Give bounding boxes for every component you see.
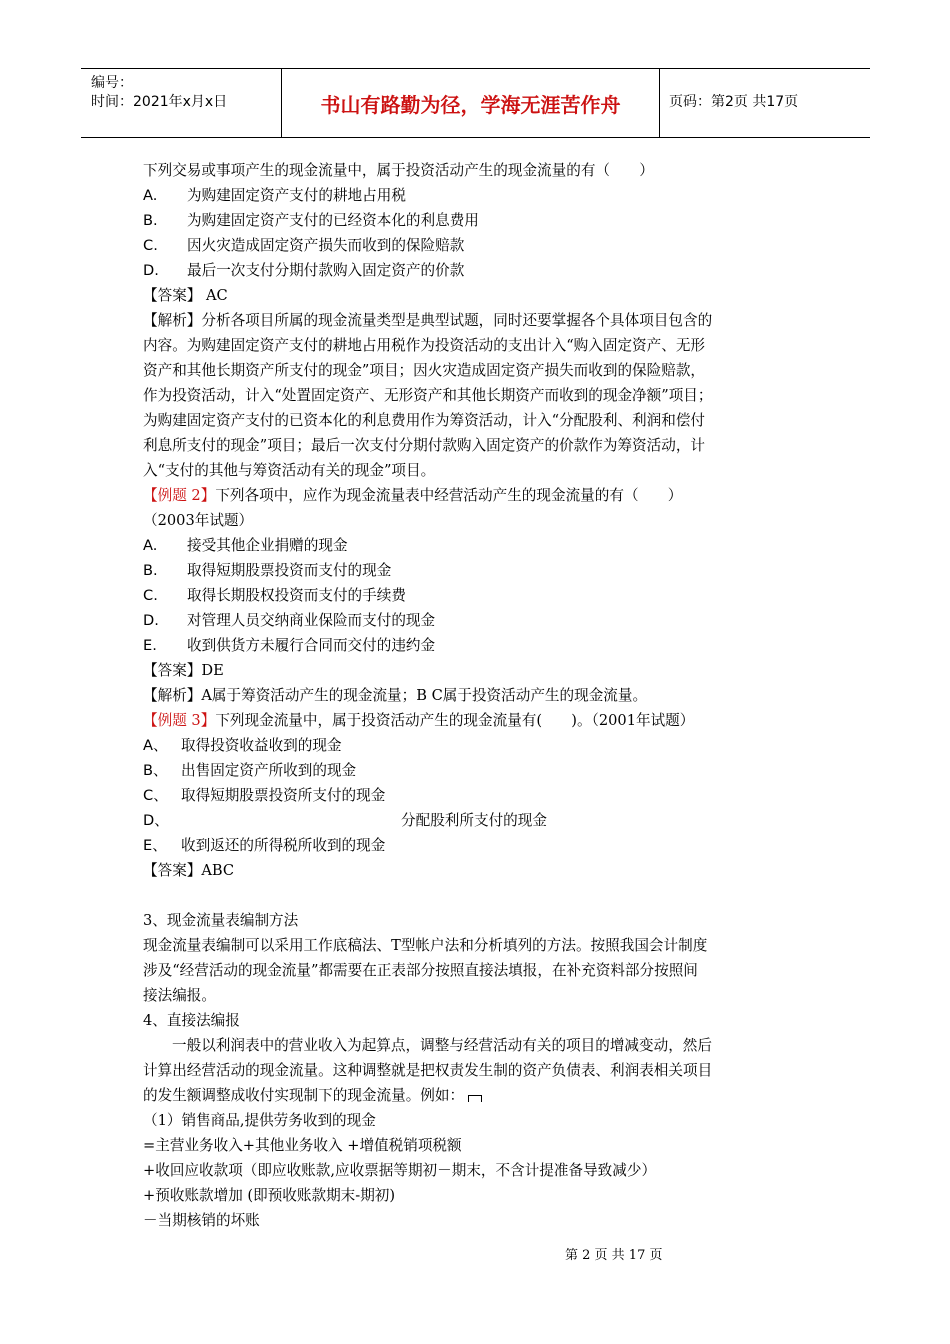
option-text: 出售固定资产所收到的现金 [181,762,357,779]
option-letter: B、 [143,762,168,779]
option-text: 取得短期股票投资所支付的现金 [181,787,386,804]
section3-body-line: 接法编报。 [143,987,216,1004]
document-body [143,158,813,1233]
q1-analysis-line: 内容。为购建固定资产支付的耕地占用税作为投资活动的支出计入“购入固定资产、无形 [143,337,706,354]
option-letter: C. [143,237,158,254]
q3-option-c [143,783,813,808]
q2-question [143,483,813,508]
q1-analysis-line: 为购建固定资产支付的已资本化的利息费用作为筹资活动，计入“分配股利、利润和偿付 [143,412,706,429]
q1-question: 下列交易或事项产生的现金流量中，属于投资活动产生的现金流量的有（ ） [143,162,654,179]
option-letter: D. [143,262,159,279]
section4-title: 4、直接法编报 [143,1012,240,1029]
section3-body-line: 现金流量表编制可以采用工作底稿法、T型帐户法和分析填列的方法。按照我国会计制度 [143,937,708,954]
section4-item: +预收账款增加 (即预收账款期末-期初) [143,1187,396,1204]
section4-body-text: 的发生额调整成收付实现制下的现金流量。例如： [143,1087,465,1104]
q1-analysis-line: 【解析】分析各项目所属的现金流量类型是典型试题，同时还要掌握各个具体项目包含的 [143,312,713,329]
q3-option-d [143,808,813,833]
q3-question [143,708,813,733]
option-letter: A. [143,187,158,204]
option-text: 因火灾造成固定资产损失而收到的保险赔款 [187,237,465,254]
option-text: 为购建固定资产支付的耕地占用税 [187,187,406,204]
q1-analysis-line: 入“支付的其他与筹资活动有关的现金”项目。 [143,462,436,479]
q3-option-e [143,833,813,858]
section4-item: +收回应收款项（即应收账款,应收票据等期初－期末，不含计提准备导致减少） [143,1162,657,1179]
option-letter: D. [143,612,159,629]
option-letter: C. [143,587,158,604]
section4-item: （1）销售商品,提供劳务收到的现金 [143,1112,376,1129]
option-letter: E、 [143,837,167,854]
section3-title: 3、现金流量表编制方法 [143,912,299,929]
spacer [143,883,813,908]
section4-body-line: 一般以利润表中的营业收入为起算点，调整与经营活动有关的项目的增减变动，然后 [172,1037,712,1054]
q1-option-c [143,233,813,258]
q1-analysis-line: 作为投资活动，计入“处置固定资产、无形资产和其他长期资产而收到的现金净额”项目； [143,387,713,404]
q2-year: （2003年试题） [143,512,254,529]
option-text: 接受其他企业捐赠的现金 [187,537,348,554]
header-number: 编号： [91,75,133,91]
q1-option-b [143,208,813,233]
q2-option-c [143,583,813,608]
q2-analysis: 【解析】A属于筹资活动产生的现金流量；B C属于投资活动产生的现金流量。 [143,687,648,704]
header-time: 时间：2021年x月x日 [91,94,228,110]
option-text: 收到返还的所得税所收到的现金 [181,837,386,854]
text-cursor-icon [468,1095,482,1102]
header-motto: 书山有路勤为径，学海无涯苦作舟 [282,69,660,137]
page-footer: 第 2 页 共 17 页 [565,1248,663,1263]
header-meta-cell [81,69,282,137]
q1-analysis-line: 利息所支付的现金”项目；最后一次支付分期付款购入固定资产的价款作为筹资活动，计 [143,437,706,454]
q3-question-text: 下列现金流量中，属于投资活动产生的现金流量有( )。（2001年试题） [215,712,695,729]
q2-tag: 【例题 2】 [143,487,216,504]
option-letter: A. [143,537,158,554]
q2-option-b [143,558,813,583]
q3-option-a [143,733,813,758]
q1-answer: 【答案】 AC [143,287,228,304]
option-text: 最后一次支付分期付款购入固定资产的价款 [187,262,465,279]
section4-body-line [143,1083,813,1108]
q2-option-d [143,608,813,633]
q2-option-e [143,633,813,658]
q1-analysis-line: 资产和其他长期资产所支付的现金”项目；因火灾造成固定资产损失而收到的保险赔款， [143,362,706,379]
option-letter: D、 [143,812,169,829]
option-letter: A、 [143,737,168,754]
q3-answer: 【答案】ABC [143,862,235,879]
option-text: 取得长期股权投资而支付的手续费 [187,587,406,604]
option-text: 收到供货方未履行合同而交付的违约金 [187,637,436,654]
option-text: 取得短期股票投资而支付的现金 [187,562,392,579]
option-letter: B. [143,212,158,229]
option-letter: B. [143,562,158,579]
q1-option-d [143,258,813,283]
q3-option-b [143,758,813,783]
section4-body-line: 计算出经营活动的现金流量。这种调整就是把权责发生制的资产负债表、利润表相关项目 [143,1062,713,1079]
section3-body-line: 涉及“经营活动的现金流量”都需要在正表部分按照直接法填报，在补充资料部分按照间 [143,962,698,979]
q2-option-a [143,533,813,558]
option-text: 取得投资收益收到的现金 [181,737,342,754]
option-letter: C、 [143,787,168,804]
q2-question-text: 下列各项中，应作为现金流量表中经营活动产生的现金流量的有（ ） [215,487,683,504]
q1-option-a [143,183,813,208]
option-text: 分配股利所支付的现金 [401,812,547,829]
page-header [81,68,870,138]
option-text: 对管理人员交纳商业保险而支付的现金 [187,612,436,629]
section4-item: =主营业务收入+其他业务收入 +增值税销项税额 [143,1137,462,1154]
q3-tag: 【例题 3】 [143,712,216,729]
header-page-info: 页码：第2页 共17页 [669,94,799,110]
q2-answer: 【答案】DE [143,662,224,679]
option-letter: E. [143,637,157,654]
section4-item: －当期核销的坏账 [143,1212,260,1229]
option-text: 为购建固定资产支付的已经资本化的利息费用 [187,212,479,229]
